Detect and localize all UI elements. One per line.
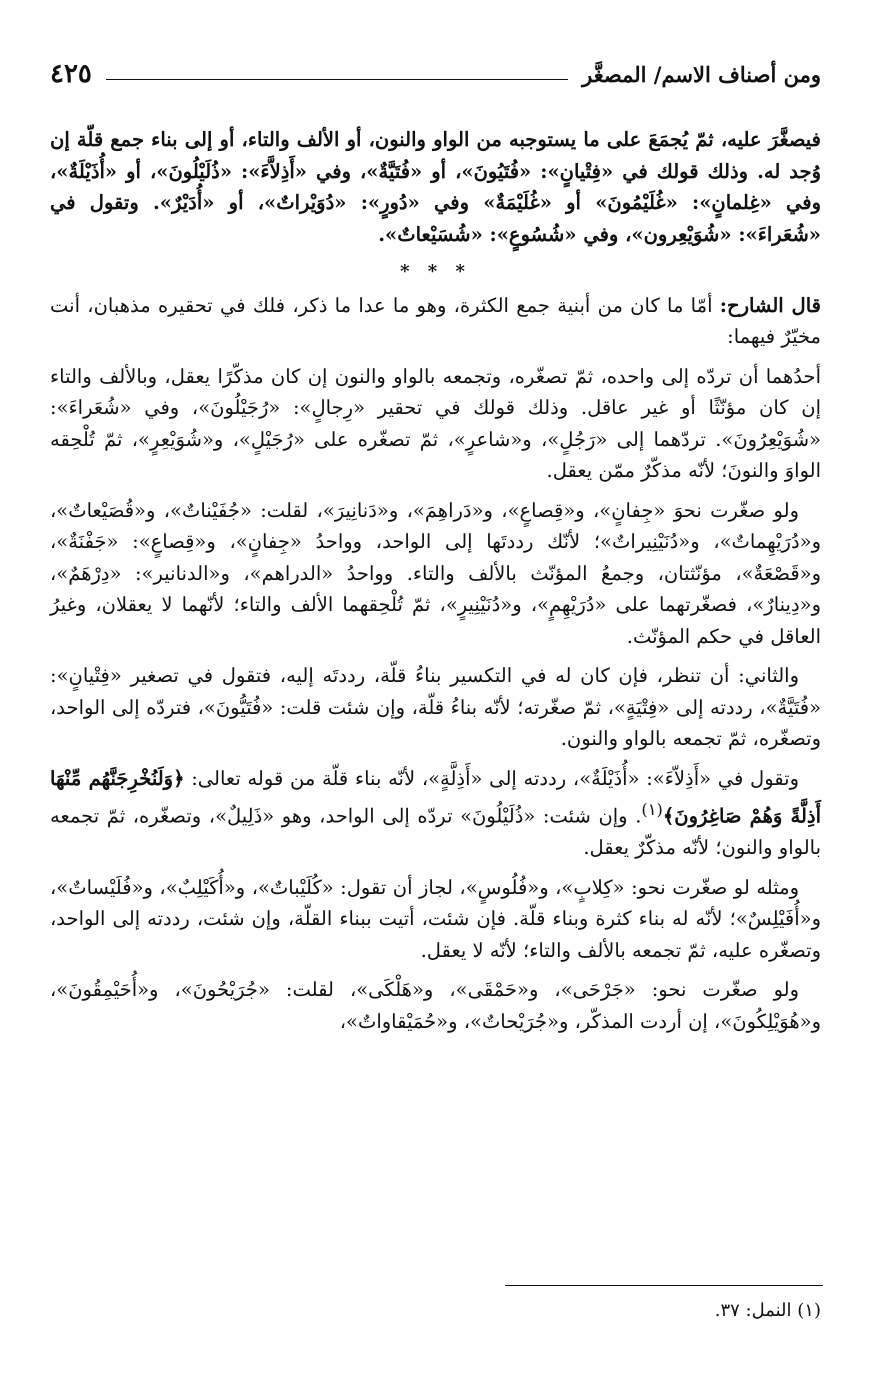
- page-body: [50, 124, 821, 1045]
- matn-text: فيصغَّرَ عليه، ثمّ يُجمَعَ على ما يستوجبه من الواو والنون، أو الألف والتاء، أو إلى بناء جمع قلّة إن وُجد له. وذلك قولك في «فِتْيانٍ»: «فُتَيُونَ»، أو «فُتَيَّةٌ»، وفي «أَذِلاَّءَ»: «ذُلَيْلُونَ»، أو «أُذَيْلَةٌ»، وفي «غِلمانٍ»: «غُلَيْمُونَ» أو «غُلَيْمَةٌ» وفي «دُورٍ»: «دُوَيْراتٌ»، أو «أُدَيْرٌ». وتقول في «شُعَراءَ»: «شُوَيْعِرون»، وفي «شُسُوعٍ»: «شُسَيْعاتٌ».: [50, 128, 821, 246]
- header-rule: [106, 79, 568, 80]
- commentary-paragraph-6: ومثله لو صغّرت نحو: «كِلابٍ»، و«فُلُوسٍ»، لجاز أن تقول: «كُلَيْباتٌ»، و«أُكَيْلِبٌ»، و«فُلَيْساتٌ»، و«أُفَيْلِسٌ»؛ لأنّه له بناء كثرة وبناء قلّة. فإن شئت، أتيت ببناء القلّة، وإن شئت، رددته إلى الواحد، وتصغّره عليه، ثمّ تجمعه بالألف والتاء؛ لأنّه لا يعقل.: [50, 875, 821, 962]
- page-header: [50, 52, 821, 96]
- commentary-paragraph-7: ولو صغّرت نحو: «جَرْحَى»، و«حَمْقَى»، و«هَلْكَى»، لقلت: «جُرَيْحُونَ»، و«أُحَيْمِقُونَ»، و«هُوَيْلِكُونَ»، إن أردت المذكّر، و«جُرَيْحاتٌ»، و«حُمَيْقاواتٌ»،: [50, 978, 821, 1033]
- paragraph-5-text-b: . وإن شئت: «ذُلَيْلُونَ» تردّه إلى الواحد، وهو «ذَلِيلٌ»، وتصغّره، ثمّ تجمعه بالواو والنون؛ لأنّه مذكّرٌ يعقل.: [50, 804, 821, 859]
- commentary-paragraph-1: [50, 290, 821, 353]
- commentary-paragraph-3: ولو صغّرت نحوَ «جِفانٍ»، و«قِصاعٍ»، و«دَراهِمَ»، و«دَنانِيرَ»، لقلت: «جُفَيْناتٌ»، و«قُصَيْعاتٌ»، و«دُرَيْهِماتٌ»، و«دُنَيْنِيراتٌ»؛ لأنّك رددتَها إلى الواحد، وواحدُ «جِفانٍ»، و«قِصاعٍ»: «جَفْنَةٌ»، و«قَصْعَةٌ»، مؤنّثتان، وجمعُ المؤنّث بالألف والتاء. وواحدُ «الدراهم»، و«الدنانير»: «دِرْهَمٌ»، و«دِينارٌ»، فصغّرتهما على «دُرَيْهِمٍ»، و«دُنَيْنِيرٍ»، ثمّ تُلْحِقهما الألف والتاء؛ لأنّهما لا يعقلان، وغيرُ العاقل في حكم المؤنّث.: [50, 498, 821, 648]
- commentary-paragraph-5: [50, 763, 821, 864]
- commentary-paragraph-2: أحدُهما أن تردّه إلى واحده، ثمّ تصغّره، وتجمعه بالواو والنون إن كان مذكّرًا يعقل، وبالألف والتاء إن كان مؤنّثًا أو غير عاقل. وذلك قولك في تحقير «رِجالٍ»: «رُجَيْلُونَ»، وفي «شُعَراءَ»: «شُوَيْعِرُونَ». تردّهما إلى «رَجُلٍ»، و«شاعرٍ»، ثمّ تصغّره على «رُجَيْلٍ»، و«شُوَيْعِرٍ»، ثمّ تُلْحِقه الواوَ والنونَ؛ لأنّه مذكّرٌ ممّن يعقل.: [50, 364, 821, 482]
- footnote: (١) النمل: ٣٧.: [714, 1300, 821, 1321]
- paragraph-5-text-a: وتقول في «أَذِلاّءَ»: «أُذَيْلَةٌ»، رددته إلى «أَذِلَّةٍ»، لأنّه بناء قلّة من قوله تعالى:: [184, 766, 800, 790]
- paragraph-1-text: أمّا ما كان من أبنية جمع الكثرة، وهو ما عدا ما ذكر، فلك في تحقيره مذهبان، أنت مخيّرٌ فيهما:: [50, 293, 821, 348]
- page-number: ٤٢٥: [50, 59, 92, 89]
- quran-verse: ﴿وَلَنُخْرِجَنَّهُم مِّنْهَا أَذِلَّةً وَهُمْ صَاغِرُونَ﴾: [50, 766, 821, 828]
- commentary-paragraph-4: والثاني: أن تنظر، فإن كان له في التكسير بناءُ قلّة، رددتَه إليه، فتقول في تصغير «فِتْيانٍ»: «فُتَيَّةٌ»، رددته إلى «فِتْيَةٍ»، ثمّ صغّرته؛ لأنّه بناءُ قلّة، وإن شئت قلت: «فُتَيُّونَ»، فتردّه إلى الواحد، وتصغّره، ثمّ تجمعه بالواو والنون.: [50, 664, 821, 750]
- commentator-label: قال الشارح:: [719, 293, 821, 317]
- footnote-reference[interactable]: (١): [641, 800, 663, 819]
- section-separator: * * *: [400, 261, 471, 282]
- footnote-divider: [505, 1285, 823, 1286]
- running-title: ومن أصناف الاسم/ المصغَّر: [582, 61, 821, 87]
